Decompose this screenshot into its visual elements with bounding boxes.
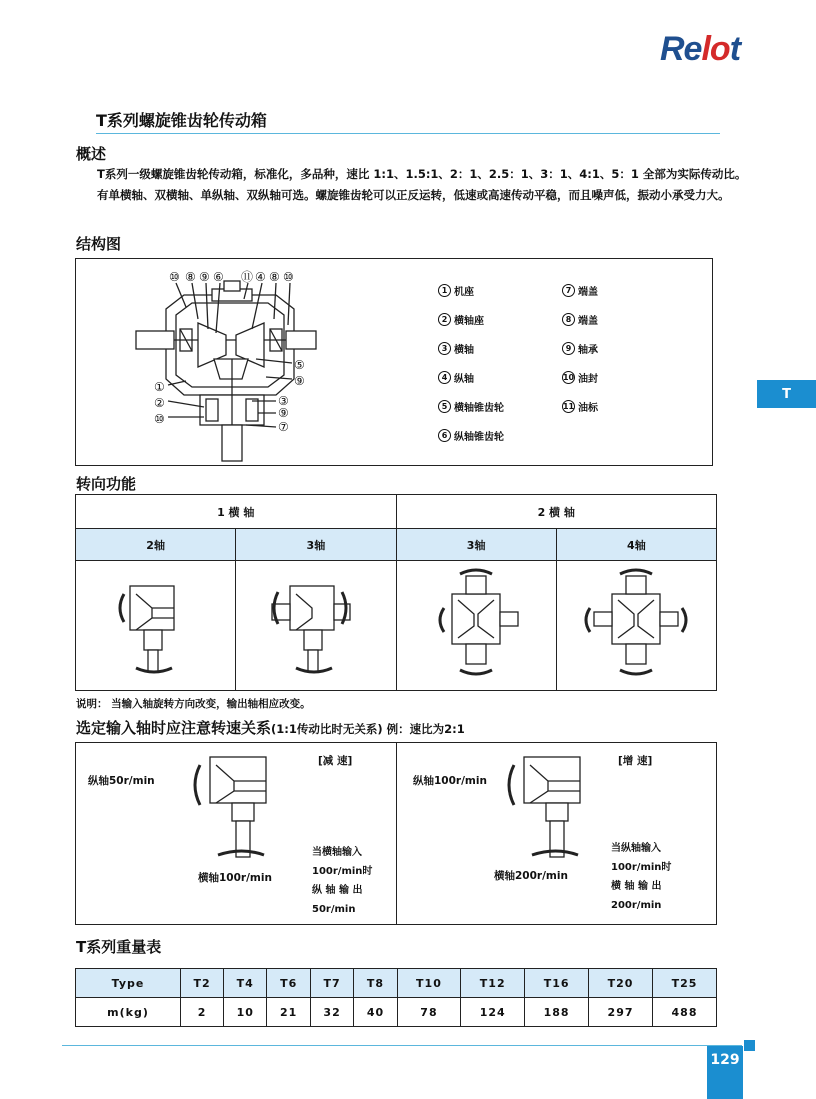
speed-divider [396, 743, 397, 924]
page-title: T系列螺旋锥齿轮传动箱 [96, 111, 267, 130]
speed-input-label: 纵轴50r/min [88, 775, 155, 787]
callout-side: ⑨ [294, 374, 305, 388]
weight-cell: 40 [354, 998, 397, 1027]
group-header: 2 横 轴 [396, 495, 717, 529]
weight-header-cell: Type [76, 969, 181, 998]
column-header: 2轴 [76, 529, 236, 561]
speed-condition: 当纵轴输入 100r/min时 横 轴 输 出 200r/min [611, 843, 672, 911]
weight-header-cell: T12 [461, 969, 525, 998]
weight-cell: 124 [461, 998, 525, 1027]
weight-header-cell: T2 [181, 969, 224, 998]
rotation-diagram-4-axis [556, 561, 716, 691]
callout-top: ⑧ [269, 270, 280, 284]
weight-cell: m(kg) [76, 998, 181, 1027]
speed-heading: 选定输入轴时应注意转速关系(1:1传动比时无关系) 例：速比为2:1 [76, 719, 465, 737]
weight-cell: 10 [224, 998, 267, 1027]
rotation-diagram-3-axis-double [396, 561, 556, 691]
callout-side: ② [154, 396, 165, 410]
gearbox-cross-section-drawing [76, 259, 376, 465]
weight-cell: 488 [653, 998, 717, 1027]
weight-cell: 21 [267, 998, 310, 1027]
weight-header-cell: T4 [224, 969, 267, 998]
callout-side: ⑦ [278, 420, 289, 434]
legend-item: 4 纵轴 [438, 370, 474, 385]
legend-item: 7 端盖 [562, 283, 598, 298]
legend-item: 10 油封 [562, 373, 598, 385]
callout-top: ⑧ [185, 270, 196, 284]
brand-logo: Relot [660, 30, 741, 68]
legend-item: 5 横轴锥齿轮 [438, 399, 504, 414]
weight-header-cell: T10 [397, 969, 461, 998]
speed-input-label: 纵轴100r/min [413, 775, 487, 787]
callout-side: ⑤ [294, 358, 305, 372]
callout-top: ⑪ [241, 270, 254, 284]
callout-top: ⑨ [199, 270, 210, 284]
weight-cell: 2 [181, 998, 224, 1027]
page-number: 129 [707, 1046, 743, 1099]
legend-item: 6 纵轴锥齿轮 [438, 428, 504, 443]
speed-condition: 当横轴输入 100r/min时 纵 轴 输 出 50r/min [312, 847, 373, 915]
weight-heading: T系列重量表 [76, 938, 162, 956]
column-header: 3轴 [396, 529, 556, 561]
rotation-diagram-3-axis [236, 561, 396, 691]
weight-header-cell: T7 [310, 969, 353, 998]
overview-text: T系列一级螺旋锥齿轮传动箱，标准化，多品种，速比 1:1、1.5:1、2：1、2.5：1、3：1、4:1、5：1 全部为实际传动比。有单横轴、双横轴、单纵轴、双纵轴可选。螺旋锥齿轮可以正反运转，低速或高速传动平稳，而且噪声低，振动小承受力大。 [97, 167, 747, 202]
legend-item: 1 机座 [438, 283, 474, 298]
callout-side: ⑩ [154, 412, 165, 426]
weight-cell: 188 [525, 998, 589, 1027]
group-header: 1 横 轴 [76, 495, 397, 529]
callout-side: ① [154, 380, 165, 394]
callout-side: ③ [278, 394, 289, 408]
weight-header-cell: T6 [267, 969, 310, 998]
weight-cell: 32 [310, 998, 353, 1027]
structure-diagram-box [75, 258, 713, 466]
legend-item: 11 油标 [562, 402, 598, 414]
weight-header-cell: T25 [653, 969, 717, 998]
callout-top: ⑥ [213, 270, 224, 284]
speed-output-label: 横轴200r/min [494, 870, 568, 882]
column-header: 4轴 [556, 529, 716, 561]
speed-decrease-drawing [176, 751, 306, 891]
callout-top: ⑩ [283, 270, 294, 284]
direction-heading: 转向功能 [76, 475, 137, 493]
rotation-diagram-2-axis [76, 561, 236, 691]
overview-heading: 概述 [76, 145, 107, 163]
speed-tag-decrease: [减 速] [318, 755, 353, 767]
direction-table [75, 494, 717, 691]
speed-output-label: 横轴100r/min [198, 872, 272, 884]
page-marker [744, 1040, 755, 1051]
speed-tag-increase: [增 速] [618, 755, 653, 767]
title-divider [96, 133, 720, 134]
legend-item: 2 横轴座 [438, 312, 484, 327]
direction-note: 说明： 当输入轴旋转方向改变，输出轴相应改变。 [76, 698, 311, 710]
weight-header-cell: T8 [354, 969, 397, 998]
callout-top: ⑩ [169, 270, 180, 284]
weight-cell: 297 [589, 998, 653, 1027]
weight-table [75, 968, 717, 1027]
speed-relation-box [75, 742, 717, 925]
speed-increase-drawing [490, 751, 620, 891]
weight-cell: 78 [397, 998, 461, 1027]
footer-divider [62, 1045, 742, 1046]
legend-item: 9 轴承 [562, 341, 598, 356]
callout-side: ⑨ [278, 406, 289, 420]
callout-top: ④ [255, 270, 266, 284]
section-tab-T[interactable]: T [757, 380, 816, 408]
legend-item: 3 横轴 [438, 341, 474, 356]
structure-heading: 结构图 [76, 235, 122, 253]
column-header: 3轴 [236, 529, 396, 561]
weight-header-cell: T16 [525, 969, 589, 998]
legend-item: 8 端盖 [562, 312, 598, 327]
weight-header-cell: T20 [589, 969, 653, 998]
